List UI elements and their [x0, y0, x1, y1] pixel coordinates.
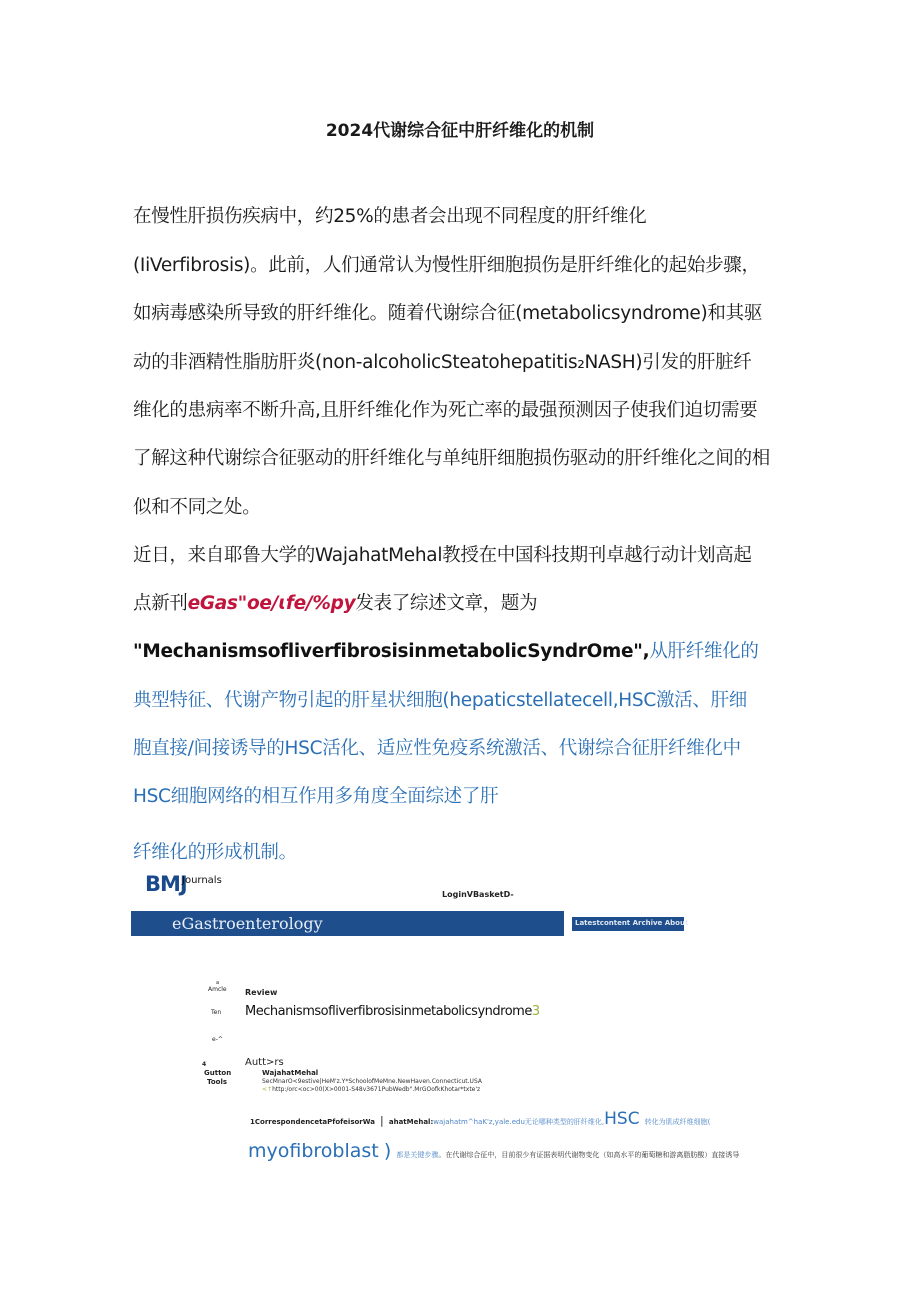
side-label-ten: Ten — [211, 1009, 222, 1016]
paragraph-line: 在慢性肝损伤疾病中，约25%的患者会出现不同程度的肝纤维化 — [133, 206, 647, 227]
journal-name: eGas"oe/ɩfe/%py — [187, 593, 356, 614]
side-label-article: Amcle — [208, 986, 227, 993]
paragraph-line: 近日，来自耶鲁大学的WajahatMehal教授在中国科技期刊卓越行动计划高起 — [133, 545, 752, 566]
correspondence-name: ahatMehal: — [388, 1118, 434, 1126]
intro-text: 点新刊 — [133, 593, 188, 614]
summary-line: HSC细胞网络的相互作用多角度全面综述了肝 — [133, 786, 499, 807]
orcid-link[interactable]: http:/orc<oc>00(X>0001-S48v3671PubWedb".MrGOofkKhotar*txte'z — [272, 1086, 481, 1093]
paragraph-line: 如病毒感染所导致的肝纤维化。随着代谢综合征(metabolicsyndrome)和其驱 — [133, 303, 763, 324]
myofibroblast-line — [248, 1140, 739, 1162]
myofibroblast-text: myofibroblast — [248, 1140, 379, 1162]
cn-text: 转化为肌成纤维细胞( — [644, 1118, 711, 1126]
paragraph-line: 了解这种代谢综合征驱动的肝纤维化与单纯肝细胞损伤驱动的肝纤维化之间的相 — [133, 448, 771, 469]
divider-bar: | — [380, 1114, 384, 1127]
journal-banner-title[interactable]: eGastroenterology — [172, 914, 323, 933]
side-label: a — [216, 980, 220, 986]
intro-text: 发表了综述文章，题为 — [355, 593, 538, 614]
paragraph-line — [133, 637, 759, 663]
summary-text: 从肝纤维化的 — [649, 641, 759, 662]
journal-nav-links[interactable]: Latestcontent Archive About — [575, 919, 689, 927]
review-title: "MechanismsofliverfibrosisinmetabolicSyndrOme" — [133, 641, 643, 662]
document-title: 2024代谢综合征中肝纤维化的机制 — [325, 121, 595, 141]
paragraph-line: 维化的患病率不断升高,且肝纤维化作为死亡率的最强预测因子使我们迫切需要 — [133, 400, 758, 421]
login-basket-link[interactable]: LoginVBasketD- — [442, 890, 514, 899]
hsc-text: HSC — [604, 1109, 640, 1129]
paragraph-line: 动的非酒精性脂肪肝炎(non-alcoholicSteatohepatitis₂NASH)引发的肝脏纤 — [133, 352, 752, 373]
author-affiliation: SecMnarO<9estive|HeM'z.Y*SchoolofMeMne.NewHaven.Connecticut.USA — [262, 1078, 482, 1085]
correspondence-label: 1CorrespondencetaPfofeisorWa — [250, 1118, 375, 1126]
side-label-tools: Tools — [207, 1078, 228, 1086]
paren: ) — [383, 1140, 392, 1162]
cn-text: 。在代谢综合征中，目前很少有证据表明代谢物变化（如高水平的葡萄糖和游离脂肪酸）直接诱导 — [438, 1151, 740, 1159]
article-title-text: Mechanismsofliverfibrosisinmetabolicsyndrome — [245, 1004, 532, 1019]
comma: , — [642, 641, 650, 662]
summary-line: 纤维化的形成机制。 — [133, 842, 297, 863]
paragraph-line: (IiVerfibrosis)。此前，人们通常认为慢性肝细胞损伤是肝纤维化的起始步骤， — [133, 255, 760, 276]
orcid-icon: <↑ — [262, 1086, 273, 1093]
bmj-logo[interactable]: BMJ — [145, 872, 187, 896]
cn-text: 无论哪种类型的肝纤维化, — [524, 1118, 605, 1126]
article-title-superscript: 3 — [531, 1004, 540, 1019]
review-label: Review — [245, 988, 278, 997]
side-label-4: 4 — [202, 1061, 207, 1068]
summary-line: 胞直接/间接诱导的HSC活化、适应性免疫系统激活、代谢综合征肝纤维化中 — [133, 738, 741, 759]
authors-label: Autt>rs — [245, 1057, 284, 1068]
side-label-e: e-^ — [212, 1036, 223, 1043]
cn-text: 都是关键步骤 — [396, 1151, 439, 1159]
article-title — [245, 1004, 540, 1019]
paragraph-line — [133, 589, 537, 615]
correspondence-line — [250, 1109, 710, 1129]
summary-line: 典型特征、代谢产物引起的肝星状细胞(hepaticstellatecell,HSC激活、肝细 — [133, 690, 747, 711]
journals-label: Journals — [182, 875, 222, 886]
orcid-line[interactable] — [262, 1086, 480, 1093]
paragraph-line: 似和不同之处。 — [133, 497, 261, 518]
side-label-gutton: Gutton — [204, 1069, 232, 1077]
correspondence-email[interactable]: wajahatm^haK'z,yale.edu — [433, 1118, 525, 1126]
author-name[interactable]: WajahatMehal — [262, 1069, 319, 1077]
